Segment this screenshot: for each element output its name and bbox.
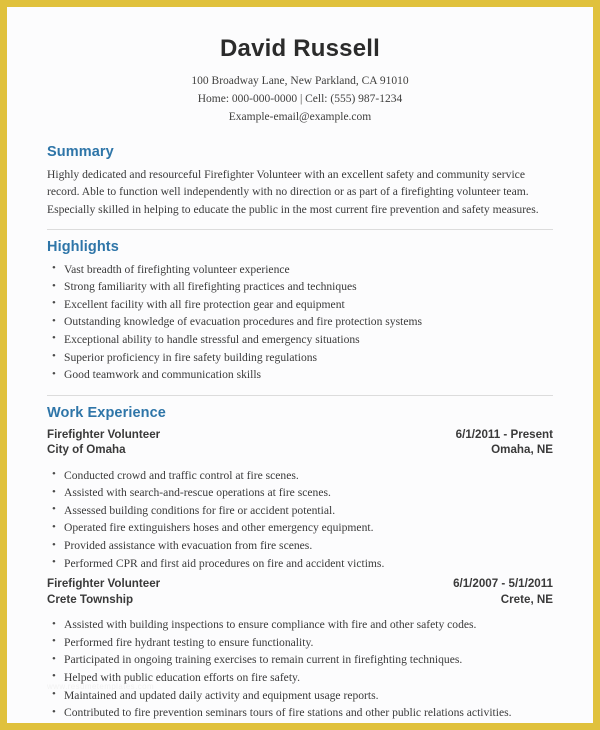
list-item: • Contributed to fire prevention seminars tours of fire stations and other public relations activities.	[47, 704, 553, 722]
highlights-section	[47, 239, 553, 384]
list-item: • Assessed building conditions for fire or accident potential.	[47, 502, 553, 520]
list-item: • Good teamwork and communication skills	[47, 366, 553, 384]
highlights-list	[47, 261, 553, 384]
candidate-name: David Russell	[220, 35, 380, 62]
contact-email: Example-email@example.com	[228, 110, 372, 123]
list-item: • Helped with public education efforts on fire safety.	[47, 669, 553, 687]
job-location: Crete, NE	[500, 592, 553, 606]
job-header	[47, 427, 553, 458]
summary-text: Highly dedicated and resourceful Firefighter Volunteer with an excellent safety and community service record. Able to function well independently with no direction or as part of a firefighting volunteer team. Especially skilled in helping to educate the public in the most current fire prevention and safety measures.	[47, 168, 539, 216]
contact-phones: Home: 000-000-0000 | Cell: (555) 987-1234	[197, 92, 403, 105]
list-item: • Assisted with building inspections to ensure compliance with fire and other safety codes.	[47, 616, 553, 634]
list-item: • Outstanding knowledge of evacuation procedures and fire protection systems	[47, 313, 553, 331]
list-item: • Conducted crowd and traffic control at fire scenes.	[47, 467, 553, 485]
job-duties-list	[47, 467, 553, 573]
highlights-heading: Highlights	[47, 238, 119, 255]
list-item: • Superior proficiency in fire safety building regulations	[47, 349, 553, 367]
list-item: • Excellent facility with all fire protection gear and equipment	[47, 296, 553, 314]
job-identity	[47, 427, 160, 458]
job-entry	[47, 576, 553, 721]
job-title: Firefighter Volunteer	[47, 577, 161, 591]
job-title: Firefighter Volunteer	[47, 427, 161, 441]
job-meta	[456, 427, 553, 458]
list-item: • Vast breadth of firefighting volunteer experience	[47, 261, 553, 279]
job-location: Omaha, NE	[491, 443, 553, 457]
list-item: • Exceptional ability to handle stressful and emergency situations	[47, 331, 553, 349]
work-experience-heading: Work Experience	[47, 404, 166, 421]
job-company: City of Omaha	[47, 443, 126, 457]
watermark: www.resumetemplates.com	[47, 682, 155, 691]
job-entry	[47, 427, 553, 572]
list-item: • Maintained and updated daily activity and equipment usage reports.	[47, 687, 553, 705]
job-header	[47, 576, 553, 607]
list-item: • Performed CPR and first aid procedures on fire and accident victims.	[47, 555, 553, 573]
section-divider	[47, 395, 553, 396]
job-duties-list	[47, 616, 553, 722]
job-company: Crete Township	[47, 592, 134, 606]
summary-section	[47, 144, 553, 217]
list-item: • Provided assistance with evacuation from fire scenes.	[47, 537, 553, 555]
job-dates: 6/1/2011 - Present	[455, 427, 553, 441]
job-dates: 6/1/2007 - 5/1/2011	[453, 577, 553, 591]
job-identity	[47, 576, 160, 607]
list-item: • Operated fire extinguishers hoses and other emergency equipment.	[47, 519, 553, 537]
list-item: • Participated in ongoing training exercises to remain current in firefighting techniques.	[47, 651, 553, 669]
list-item: • Performed fire hydrant testing to ensure functionality.	[47, 634, 553, 652]
list-item: • Strong familiarity with all firefighting practices and techniques	[47, 278, 553, 296]
job-meta	[453, 576, 553, 607]
list-item: • Assisted with search-and-rescue operations at fire scenes.	[47, 484, 553, 502]
work-experience-section	[47, 405, 553, 722]
resume-sheet	[7, 7, 593, 723]
summary-heading: Summary	[47, 144, 114, 161]
resume-header	[47, 34, 553, 126]
section-divider	[47, 229, 553, 230]
contact-address: 100 Broadway Lane, New Parkland, CA 91010	[191, 75, 409, 87]
